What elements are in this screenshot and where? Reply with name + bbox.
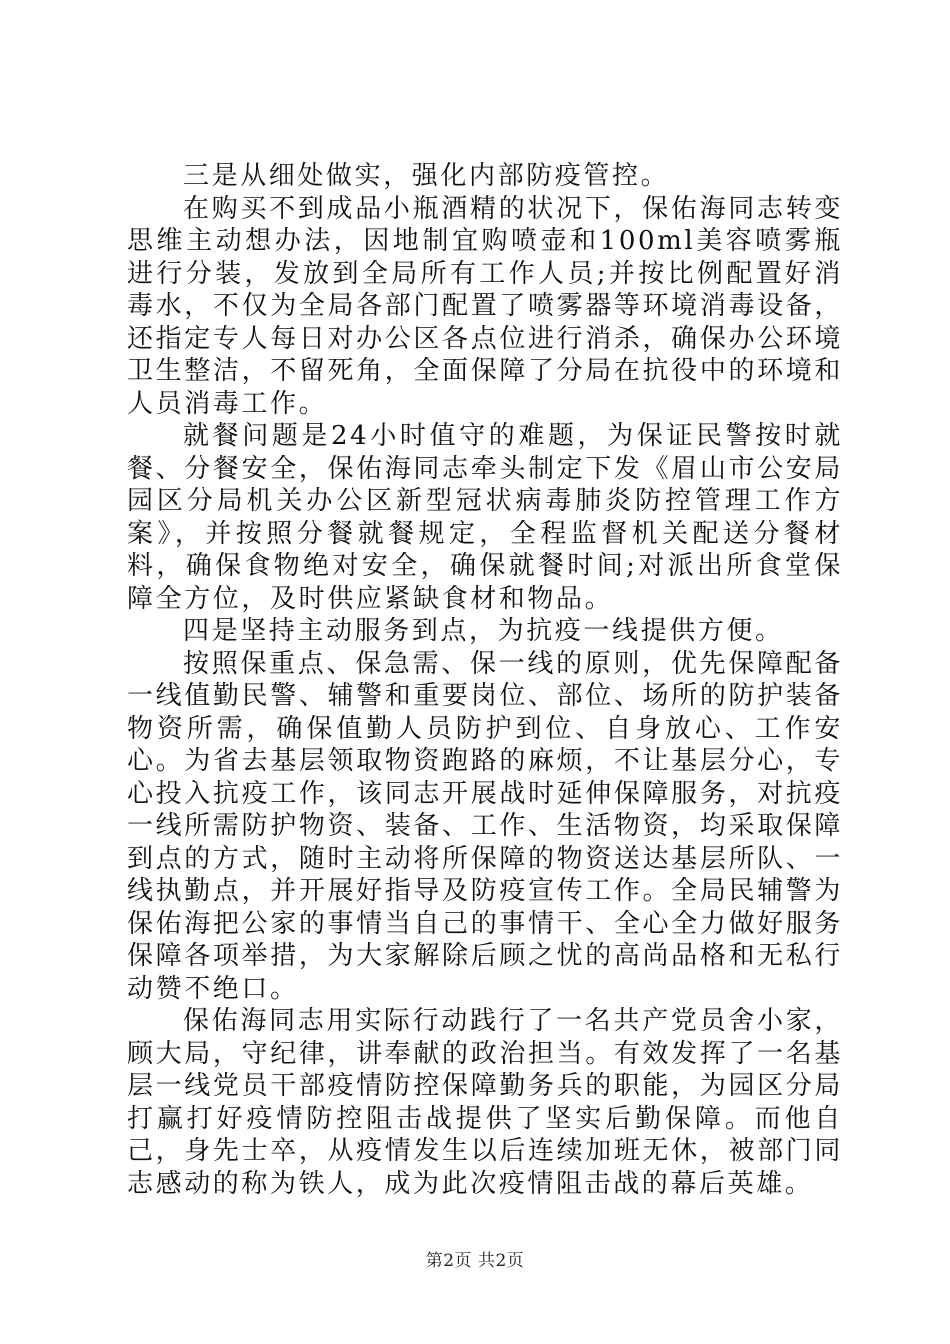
paragraph: 三是从细处做实，强化内部防疫管控。	[183, 161, 670, 191]
paragraph: 四是坚持主动服务到点，为抗疫一线提供方便。	[183, 616, 784, 646]
paragraph: 按照保重点、保急需、保一线的原则，优先保障配备一线值勤民警、辅警和重要岗位、部位、场所的防护装备物资所需，确保值勤人员防护到位、自身放心、工作安心。为省去基层领取物资跑路的麻烦，不让基层分心，专心投入抗疫工作，该同志开展战时延伸保障服务，对抗疫一线所需防护物资、装备、工作、生活物资，均采取保障到点的方式，随时主动将所保障的物资送达基层所队、一线执勤点，并开展好指导及防疫宣传工作。全局民辅警为保佑海把公家的事情当自己的事情干、全心全力做好服务保障各项举措，为大家解除后顾之忧的高尚品格和无私行动赞不绝口。	[127, 648, 843, 1004]
paragraph: 在购买不到成品小瓶酒精的状况下，保佑海同志转变思维主动想办法，因地制宜购喷壶和100ml美容喷雾瓶进行分装，发放到全局所有工作人员;并按比例配置好消毒水，不仅为全局各部门配置了喷雾器等环境消毒设备，还指定专人每日对办公区各点位进行消杀，确保办公环境卫生整洁，不留死角，全面保障了分局在抗役中的环境和人员消毒工作。	[127, 193, 843, 419]
paragraph: 保佑海同志用实际行动践行了一名共产党员舍小家，顾大局，守纪律，讲奉献的政治担当。有效发挥了一名基层一线党员干部疫情防控保障勤务兵的职能，为园区分局打赢打好疫情防控阻击战提供了坚实后勤保障。而他自己，身先士卒，从疫情发生以后连续加班无休，被部门同志感动的称为铁人，成为此次疫情阻击战的幕后英雄。	[127, 1006, 843, 1199]
paragraph: 就餐问题是24小时值守的难题，为保证民警按时就餐、分餐安全，保佑海同志牵头制定下发《眉山市公安局园区分局机关办公区新型冠状病毒肺炎防控管理工作方案》，并按照分餐就餐规定，全程监督机关配送分餐材料，确保食物绝对安全，确保就餐时间;对派出所食堂保障全方位，及时供应紧缺食材和物品。	[127, 421, 843, 614]
page-number-footer: 第2页 共2页	[425, 1251, 525, 1271]
document-body	[127, 160, 843, 1200]
